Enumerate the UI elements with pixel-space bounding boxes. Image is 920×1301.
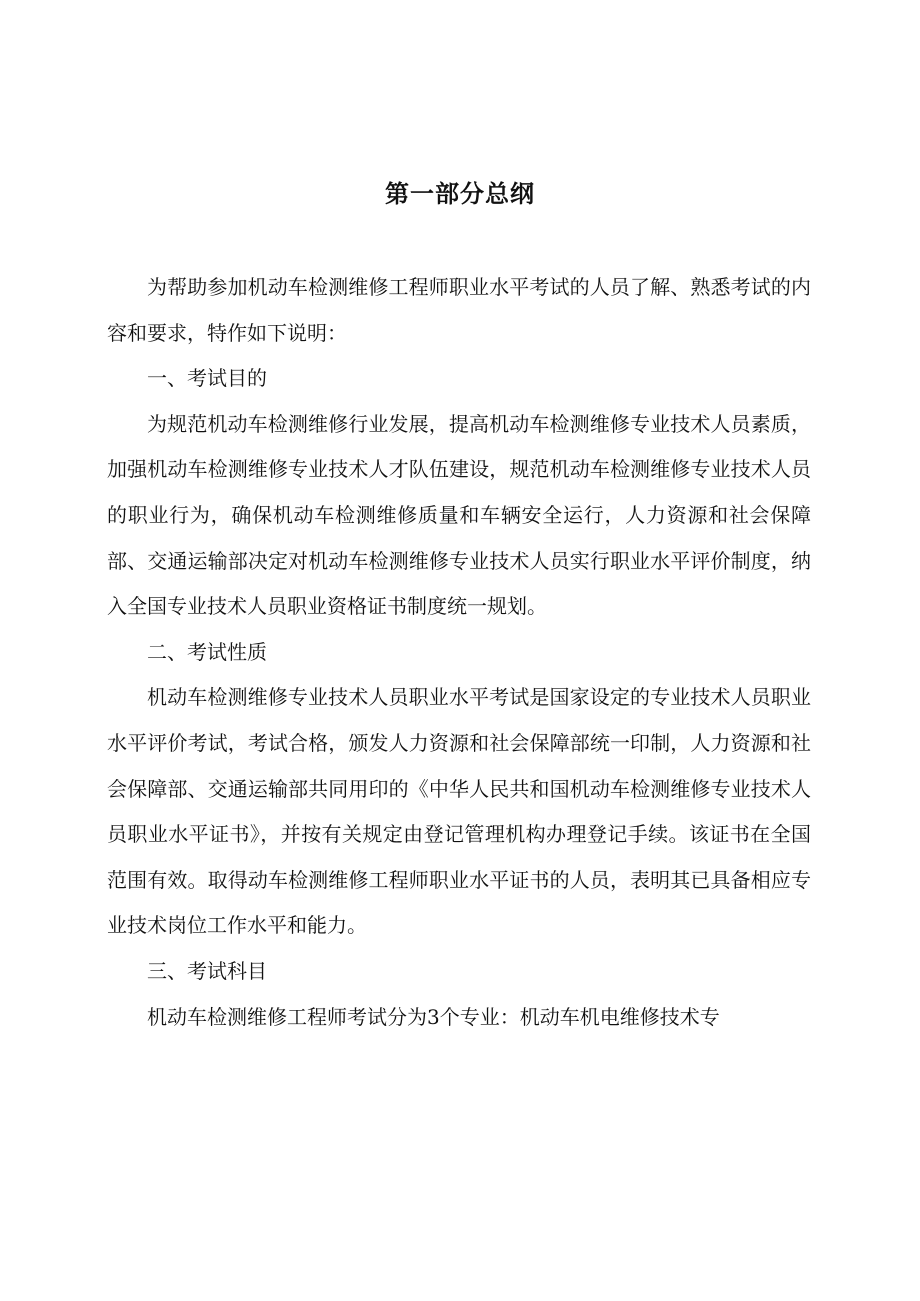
document-body xyxy=(107,265,811,1040)
section-heading-exam-nature: 二、考试性质 xyxy=(147,639,267,664)
section-heading-exam-purpose: 一、考试目的 xyxy=(147,366,267,391)
exam-nature-paragraph: 机动车检测维修专业技术人员职业水平考试是国家设定的专业技术人员职业水平评价考试，考试合格，颁发人力资源和社会保障部统一印制，人力资源和社会保障部、交通运输部共同用印的《中华人民共和国机动车检测维修专业技术人员职业水平证书》，并按有关规定由登记管理机构办理登记手续。该证书在全国范围有效。取得动车检测维修工程师职业水平证书的人员，表明其已具备相应专业技术岗位工作水平和能力。 xyxy=(107,685,811,938)
exam-purpose-paragraph: 为规范机动车检测维修行业发展，提高机动车检测维修专业技术人员素质，加强机动车检测维修专业技术人才队伍建设，规范机动车检测维修专业技术人员的职业行为，确保机动车检测维修质量和车辆安全运行，人力资源和社会保障部、交通运输部决定对机动车检测维修专业技术人员实行职业水平评价制度，纳入全国专业技术人员职业资格证书制度统一规划。 xyxy=(107,411,811,619)
section-heading-exam-subjects: 三、考试科目 xyxy=(147,958,267,983)
intro-paragraph: 为帮助参加机动车检测维修工程师职业水平考试的人员了解、熟悉考试的内容和要求，特作如下说明： xyxy=(107,275,811,345)
exam-subjects-paragraph: 机动车检测维修工程师考试分为3个专业：机动车机电维修技术专 xyxy=(147,1004,720,1029)
page-title: 第一部分总纲 xyxy=(385,180,535,208)
